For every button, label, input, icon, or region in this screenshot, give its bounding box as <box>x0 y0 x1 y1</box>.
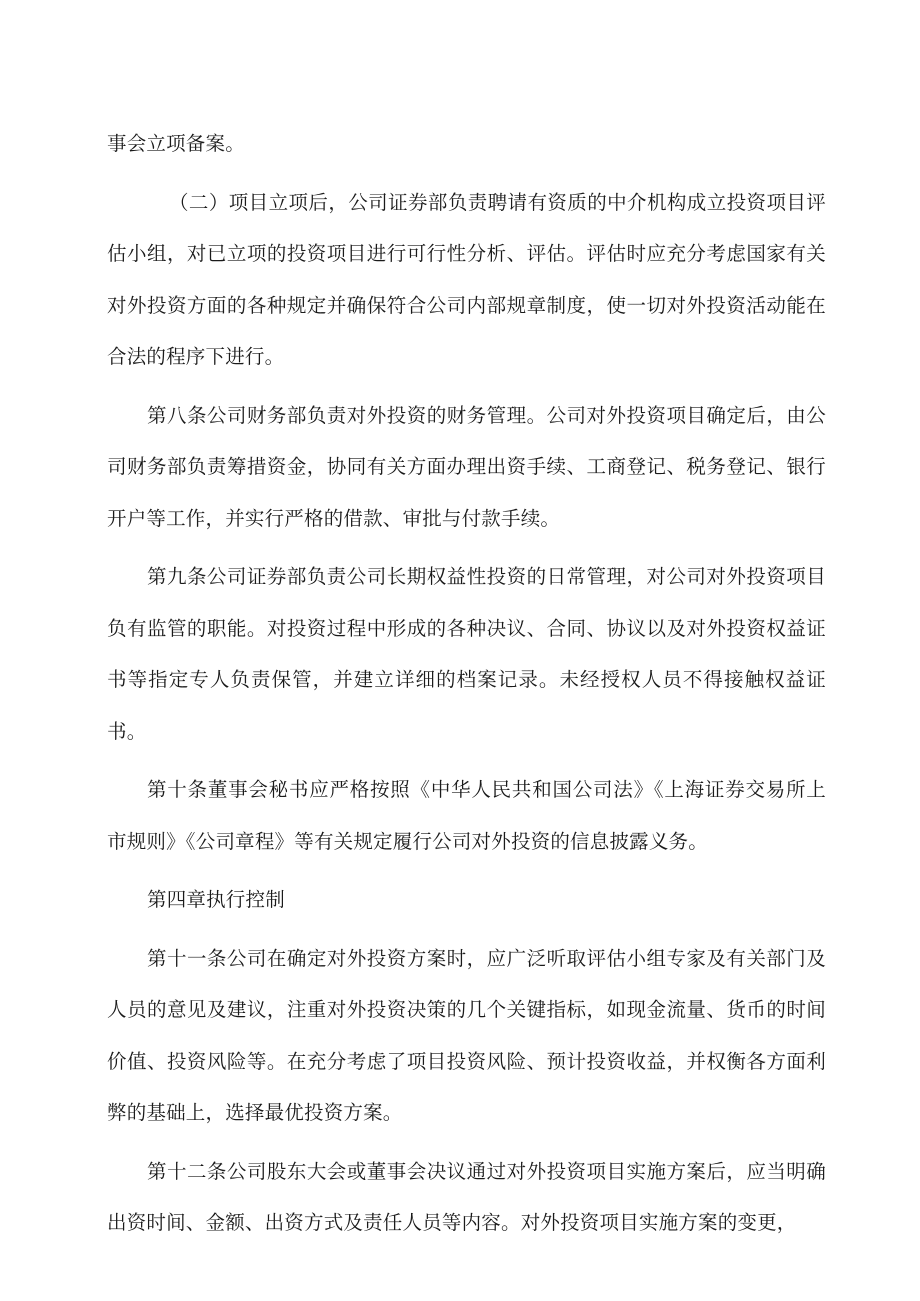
paragraph-project-evaluation: （二）项目立项后，公司证券部负责聘请有资质的中介机构成立投资项目评估小组，对已立项的投资项目进行可行性分析、评估。评估时应充分考虑国家有关对外投资方面的各种规定并确保符合公司内部规章制度，使一切对外投资活动能在合法的程序下进行。 <box>107 190 826 368</box>
paragraph-continuation: 事会立项备案。 <box>107 132 245 155</box>
chapter-heading: 第四章执行控制 <box>147 888 285 911</box>
paragraph-article-10: 第十条董事会秘书应严格按照《中华人民共和国公司法》《上海证券交易所上市规则》《公司章程》等有关规定履行公司对外投资的信息披露义务。 <box>107 778 826 853</box>
paragraph-article-8: 第八条公司财务部负责对外投资的财务管理。公司对外投资项目确定后，由公司财务部负责筹措资金，协同有关方面办理出资手续、工商登记、税务登记、银行开户等工作，并实行严格的借款、审批与付款手续。 <box>107 403 826 530</box>
paragraph-article-9: 第九条公司证券部负责公司长期权益性投资的日常管理，对公司对外投资项目负有监管的职能。对投资过程中形成的各种决议、合同、协议以及对外投资权益证书等指定专人负责保管，并建立详细的档案记录。未经授权人员不得接触权益证书。 <box>107 565 826 743</box>
paragraph-article-11: 第十一条公司在确定对外投资方案时，应广泛听取评估小组专家及有关部门及人员的意见及建议，注重对外投资决策的几个关键指标，如现金流量、货币的时间价值、投资风险等。在充分考虑了项目投资风险、预计投资收益，并权衡各方面利弊的基础上，选择最优投资方案。 <box>107 946 826 1124</box>
paragraph-article-12: 第十二条公司股东大会或董事会决议通过对外投资项目实施方案后，应当明确出资时间、金额、出资方式及责任人员等内容。对外投资项目实施方案的变更， <box>107 1159 826 1234</box>
